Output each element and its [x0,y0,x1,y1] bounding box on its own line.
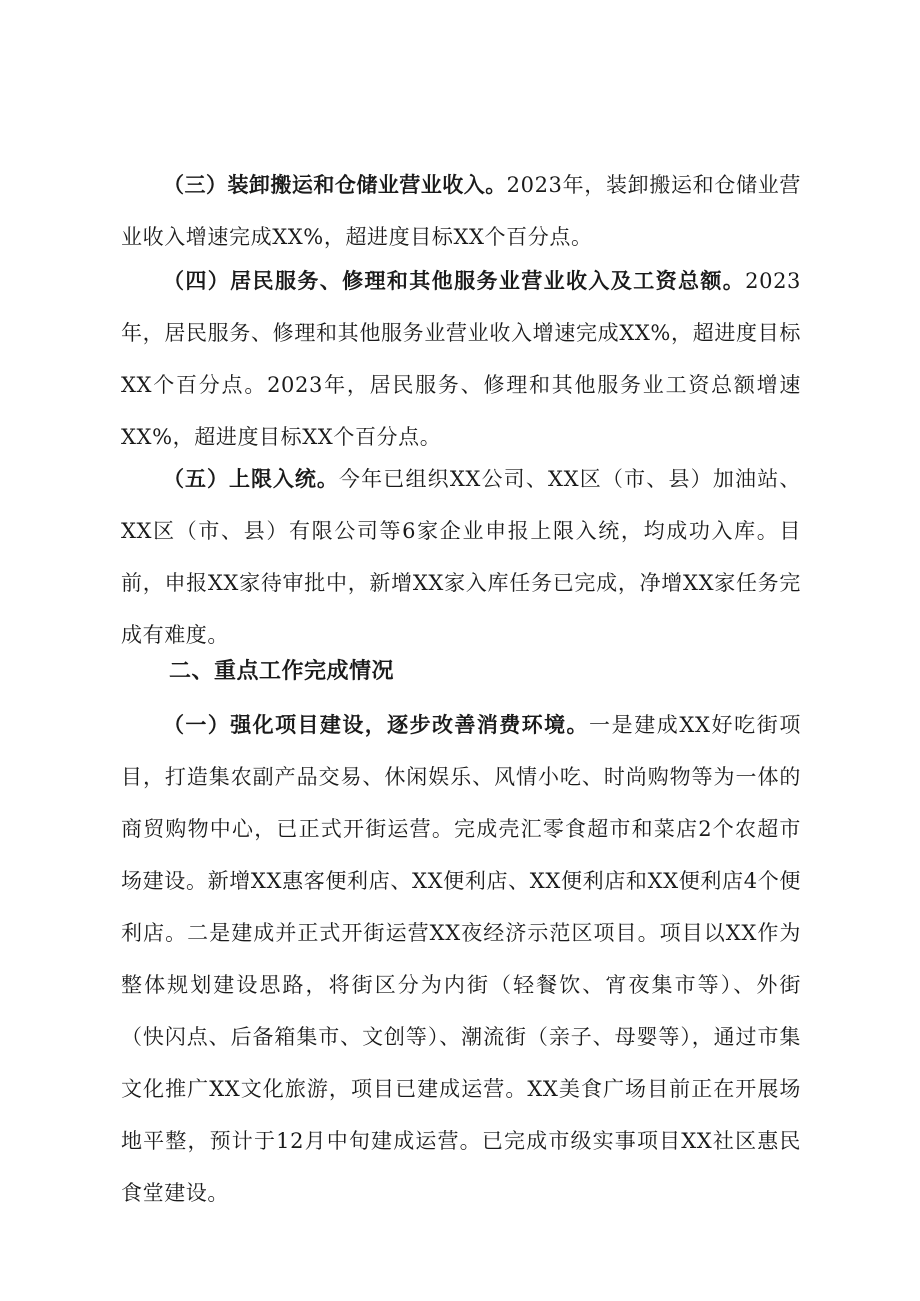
paragraph-lead: （一）强化项目建设，逐步改善消费环境。 [163,713,589,737]
paragraph-lead: （四）居民服务、修理和其他服务业营业收入及工资总额。 [163,269,746,293]
paragraph-lead: （三）装卸搬运和仓储业营业收入。 [163,173,507,197]
paragraph-body: 一是建成XX好吃街项目，打造集农副产品交易、休闲娱乐、风情小吃、时尚购物等为一体的商贸购物中心，已正式开街运营。完成壳汇零食超市和菜店2个农超市场建设。新增XX惠客便利店、XX便利店、XX便利店和XX便利店4个便利店。二是建成并正式开街运营XX夜经济示范区项目。项目以XX作为整体规划建设思路，将街区分为内街（轻餐饮、宵夜集市等）、外街（快闪点、后备箱集市、文创等）、潮流街（亲子、母婴等），通过市集文化推广XX文化旅游，项目已建成运营。XX美食广场目前正在开展场地平整，预计于12月中旬建成运营。已完成市级实事项目XX社区惠民食堂建设。 [121,713,801,1205]
paragraph-section-5 [121,453,801,661]
paragraph-section-one [121,699,801,1219]
paragraph-body: 2023年，装卸搬运和仓储业营业收入增速完成XX%，超进度目标XX个百分点。 [121,173,801,249]
section-heading: 二、重点工作完成情况 [169,659,395,684]
paragraph-section-3 [121,159,801,263]
paragraph-lead: （五）上限入统。 [163,467,339,491]
paragraph-body: 2023年，居民服务、修理和其他服务业营业收入增速完成XX%，超进度目标XX个百分点。2023年，居民服务、修理和其他服务业工资总额增速XX%，超进度目标XX个百分点。 [121,269,801,449]
paragraph-section-4 [121,255,801,463]
paragraph-body: 今年已组织XX公司、XX区（市、县）加油站、XX区（市、县）有限公司等6家企业申报上限入统，均成功入库。目前，申报XX家待审批中，新增XX家入库任务已完成，净增XX家任务完成有难度。 [121,467,802,647]
